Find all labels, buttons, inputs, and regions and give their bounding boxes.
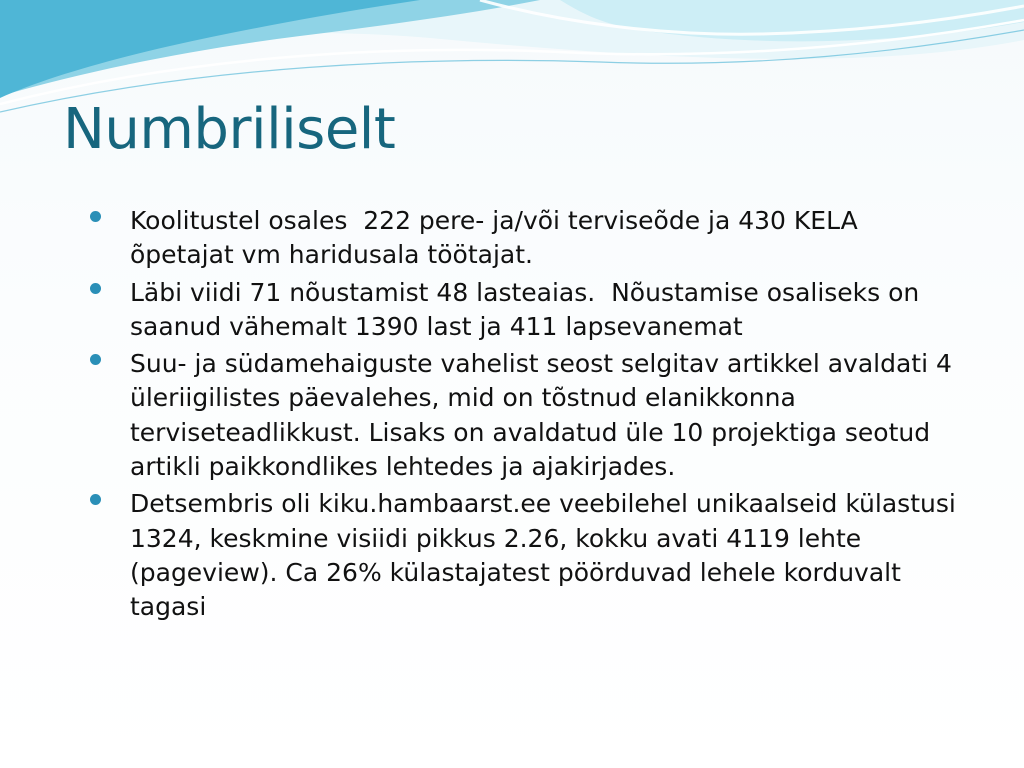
bullet-dot-icon [90,283,101,294]
slide-title: Numbriliselt [63,97,396,162]
bullet-text: Koolitustel osales 222 pere- ja/või terviseõde ja 430 KELA õpetajat vm haridusala töötajat. [130,206,866,270]
bullet-item [86,204,966,273]
bullet-text: Detsembris oli kiku.hambaarst.ee veebilehel unikaalseid külastusi 1324, keskmine visiidi pikkus 2.26, kokku avati 4119 lehte (pageview). Ca 26% külastajatest pöörduvad lehele korduvalt tagasi [130,489,964,622]
bullet-text: Suu- ja südamehaiguste vahelist seost selgitav artikkel avaldati 4 üleriigilistes päevalehes, mid on tõstnud elanikkonna terviseteadlikkust. Lisaks on avaldatud üle 10 projektiga seotud artikli paikkondlikes lehtedes ja ajakirjades. [130,349,960,482]
bullet-dot-icon [90,211,101,222]
bullet-item [86,347,966,484]
bullet-item [86,276,966,345]
bullet-text: Läbi viidi 71 nõustamist 48 lasteaias. Nõustamise osaliseks on saanud vähemalt 1390 last ja 411 lapsevanemat [130,277,928,341]
bullet-dot-icon [90,494,101,505]
bullet-list [86,204,966,628]
bullet-item [86,487,966,624]
bullet-dot-icon [90,354,101,365]
